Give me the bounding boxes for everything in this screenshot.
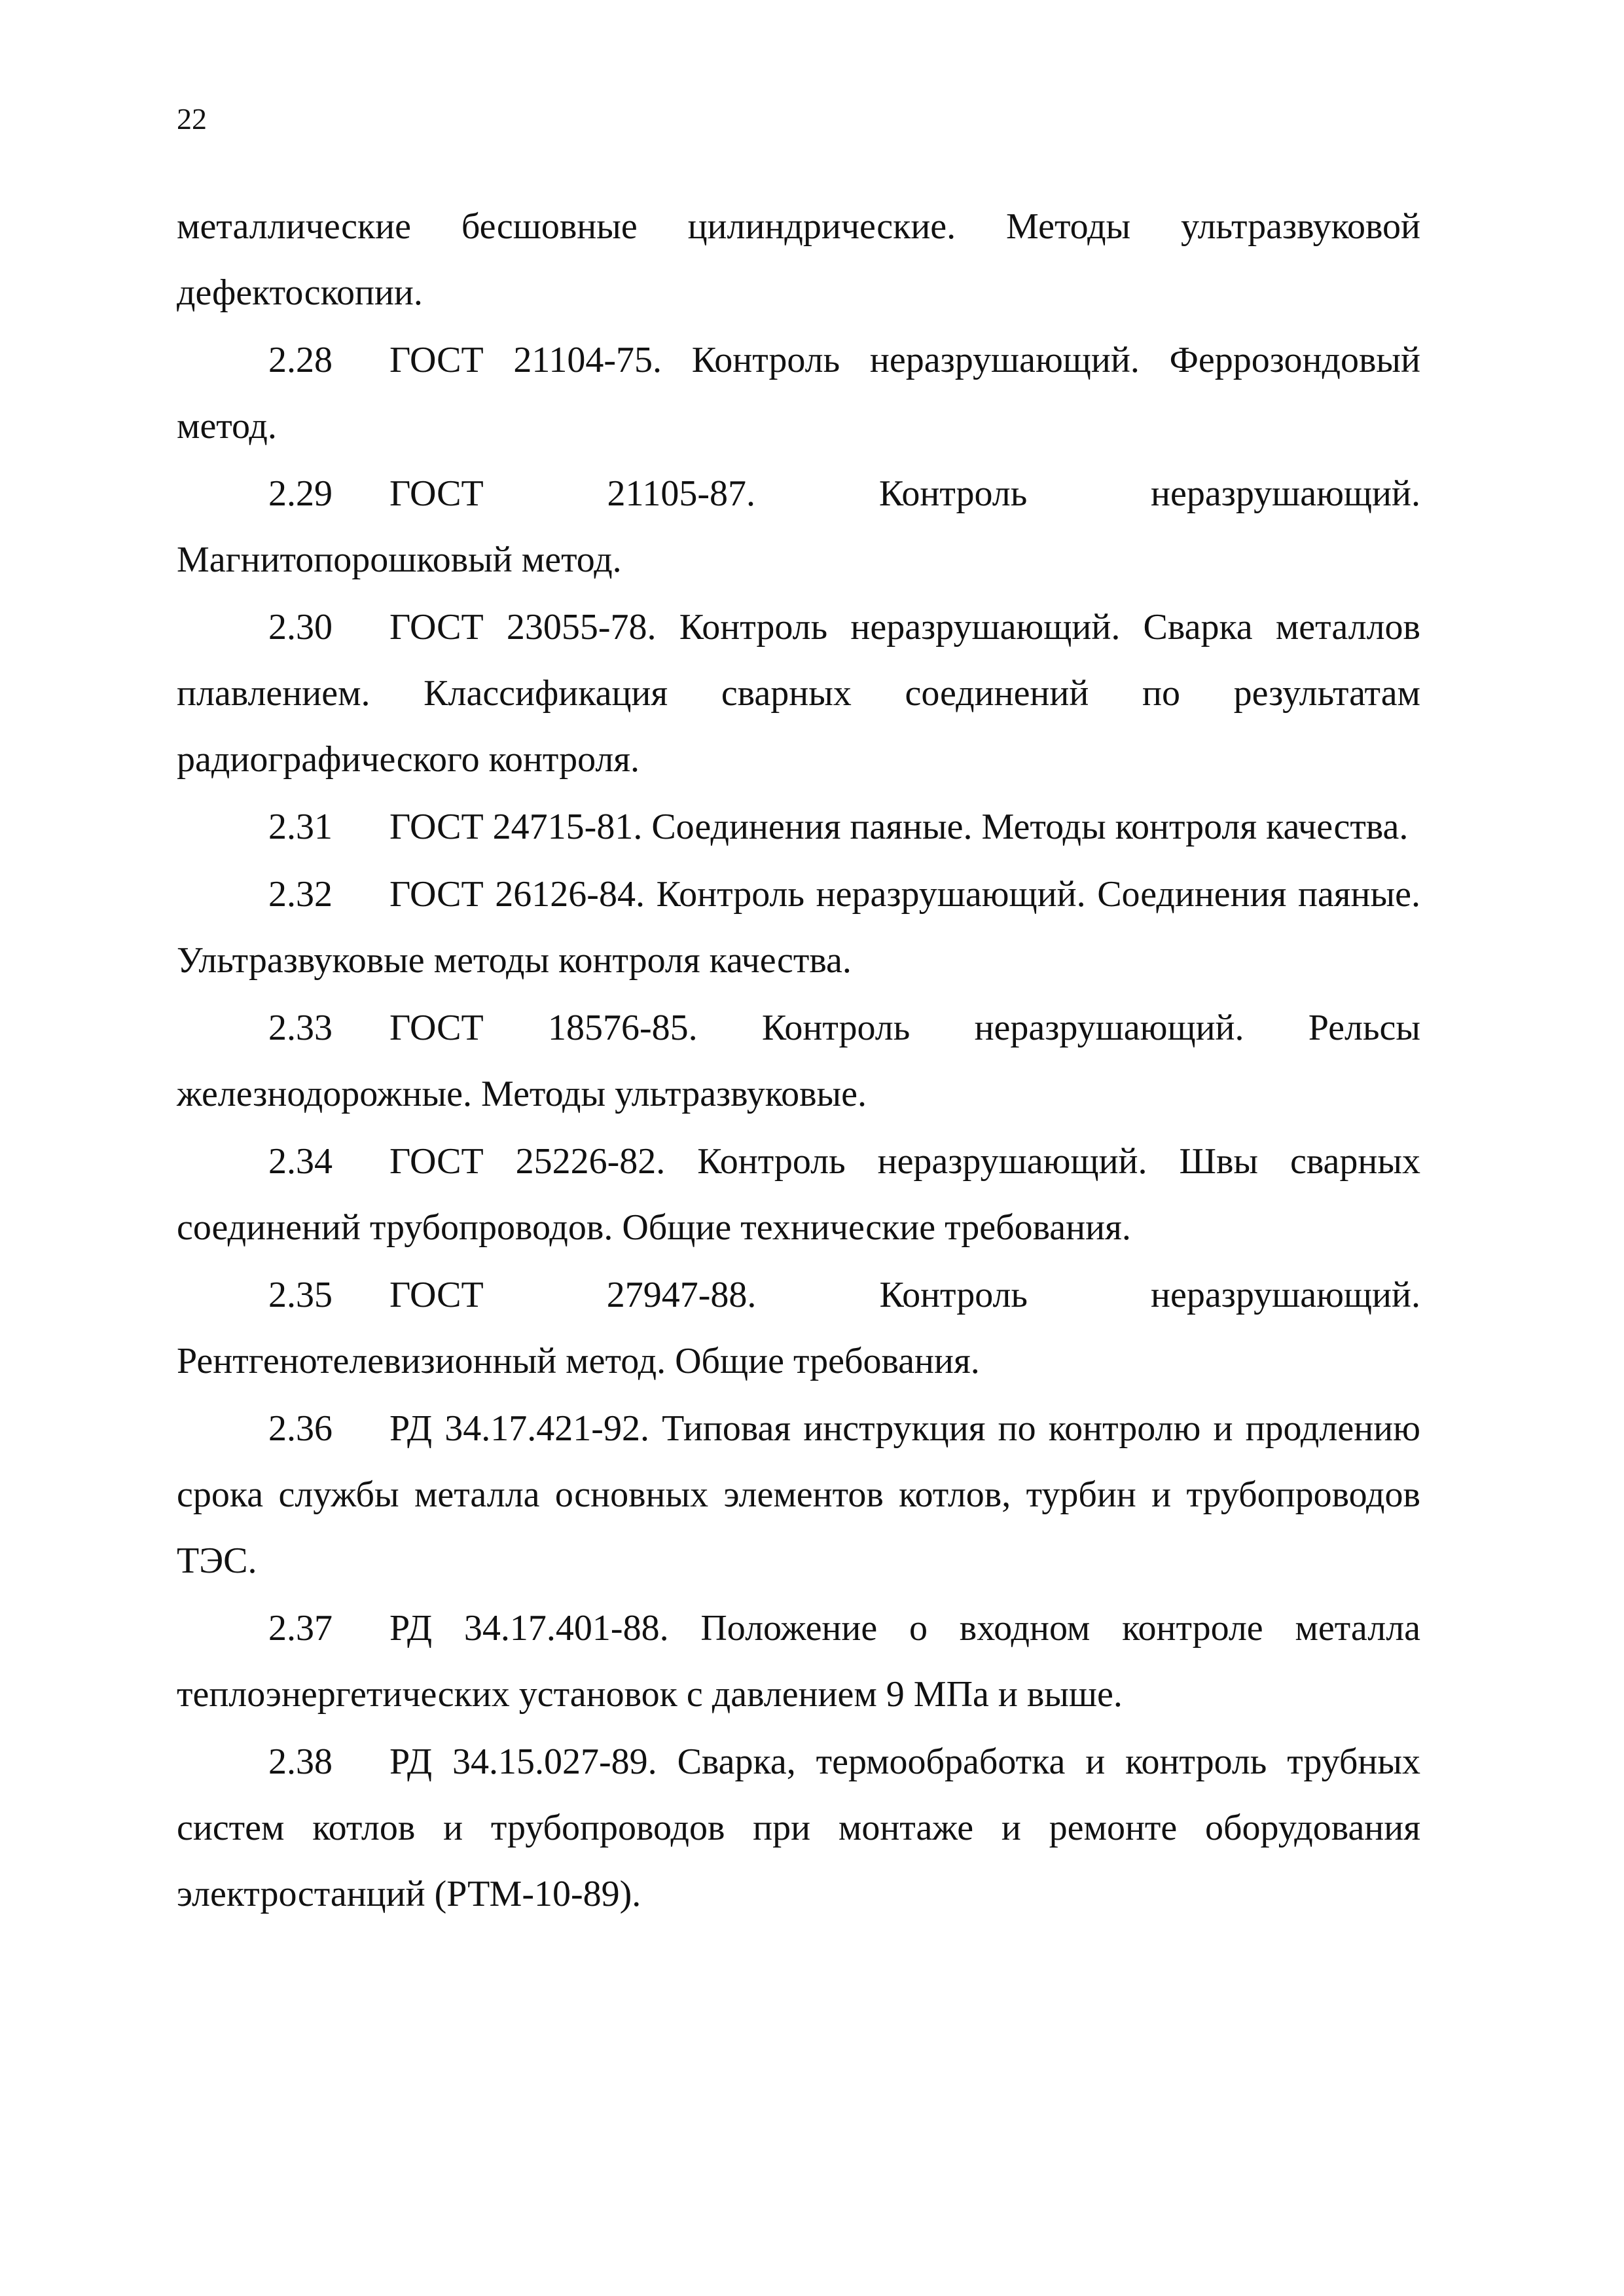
item-number: 2.30: [268, 607, 333, 647]
item-text: ГОСТ 27947-88. Контроль неразрушающий. Рентгенотелевизионный метод. Общие требования.: [177, 1275, 1420, 1381]
item-text: ГОСТ 25226-82. Контроль неразрушающий. Швы сварных соединений трубопроводов. Общие технические требования.: [177, 1141, 1420, 1248]
item-number: 2.31: [268, 807, 333, 847]
item-number: 2.34: [268, 1141, 333, 1182]
list-item: [177, 1729, 1420, 1927]
list-item: [177, 1262, 1420, 1394]
item-number: 2.36: [268, 1408, 333, 1449]
item-number: 2.35: [268, 1275, 333, 1315]
list-item: [177, 1129, 1420, 1261]
item-number: 2.28: [268, 340, 333, 380]
item-number: 2.33: [268, 1008, 333, 1048]
list-item: [177, 995, 1420, 1127]
item-text: ГОСТ 24715-81. Соединения паяные. Методы контроля качества.: [389, 807, 1409, 847]
item-text: ГОСТ 23055-78. Контроль неразрушающий. Сварка металлов плавлением. Классификация сварных соединений по результатам радиографического контроля.: [177, 607, 1420, 780]
list-item: [177, 1396, 1420, 1594]
item-text: РД 34.17.421-92. Типовая инструкция по контролю и продлению срока службы металла основных элементов котлов, турбин и трубопроводов ТЭС.: [177, 1408, 1420, 1581]
list-item: [177, 794, 1420, 860]
item-text: ГОСТ 18576-85. Контроль неразрушающий. Рельсы железнодорожные. Методы ультразвуковые.: [177, 1008, 1420, 1114]
list-item: [177, 1595, 1420, 1728]
list-item: [177, 461, 1420, 593]
item-number: 2.32: [268, 874, 333, 915]
item-number: 2.29: [268, 473, 333, 514]
item-text: ГОСТ 21105-87. Контроль неразрушающий. Магнитопорошковый метод.: [177, 473, 1420, 580]
item-number: 2.37: [268, 1608, 333, 1649]
item-text: ГОСТ 26126-84. Контроль неразрушающий. Соединения паяные. Ультразвуковые методы контроля качества.: [177, 874, 1420, 981]
continuation-paragraph: металлические бесшовные цилиндрические. Методы ультразвуковой дефектоскопии.: [177, 206, 1420, 313]
item-text: ГОСТ 21104-75. Контроль неразрушающий. Феррозондовый метод.: [177, 340, 1420, 446]
item-text: РД 34.17.401-88. Положение о входном контроле металла теплоэнергетических установок с давлением 9 МПа и выше.: [177, 1608, 1420, 1715]
list-item: [177, 862, 1420, 994]
page-number: 22: [177, 102, 207, 136]
item-text: РД 34.15.027-89. Сварка, термообработка и контроль трубных систем котлов и трубопроводов при монтаже и ремонте оборудования электростанций (РТМ-10-89).: [177, 1741, 1420, 1914]
list-item: [177, 327, 1420, 460]
document-body: [177, 194, 1420, 1929]
item-number: 2.38: [268, 1741, 333, 1782]
list-item: [177, 594, 1420, 793]
